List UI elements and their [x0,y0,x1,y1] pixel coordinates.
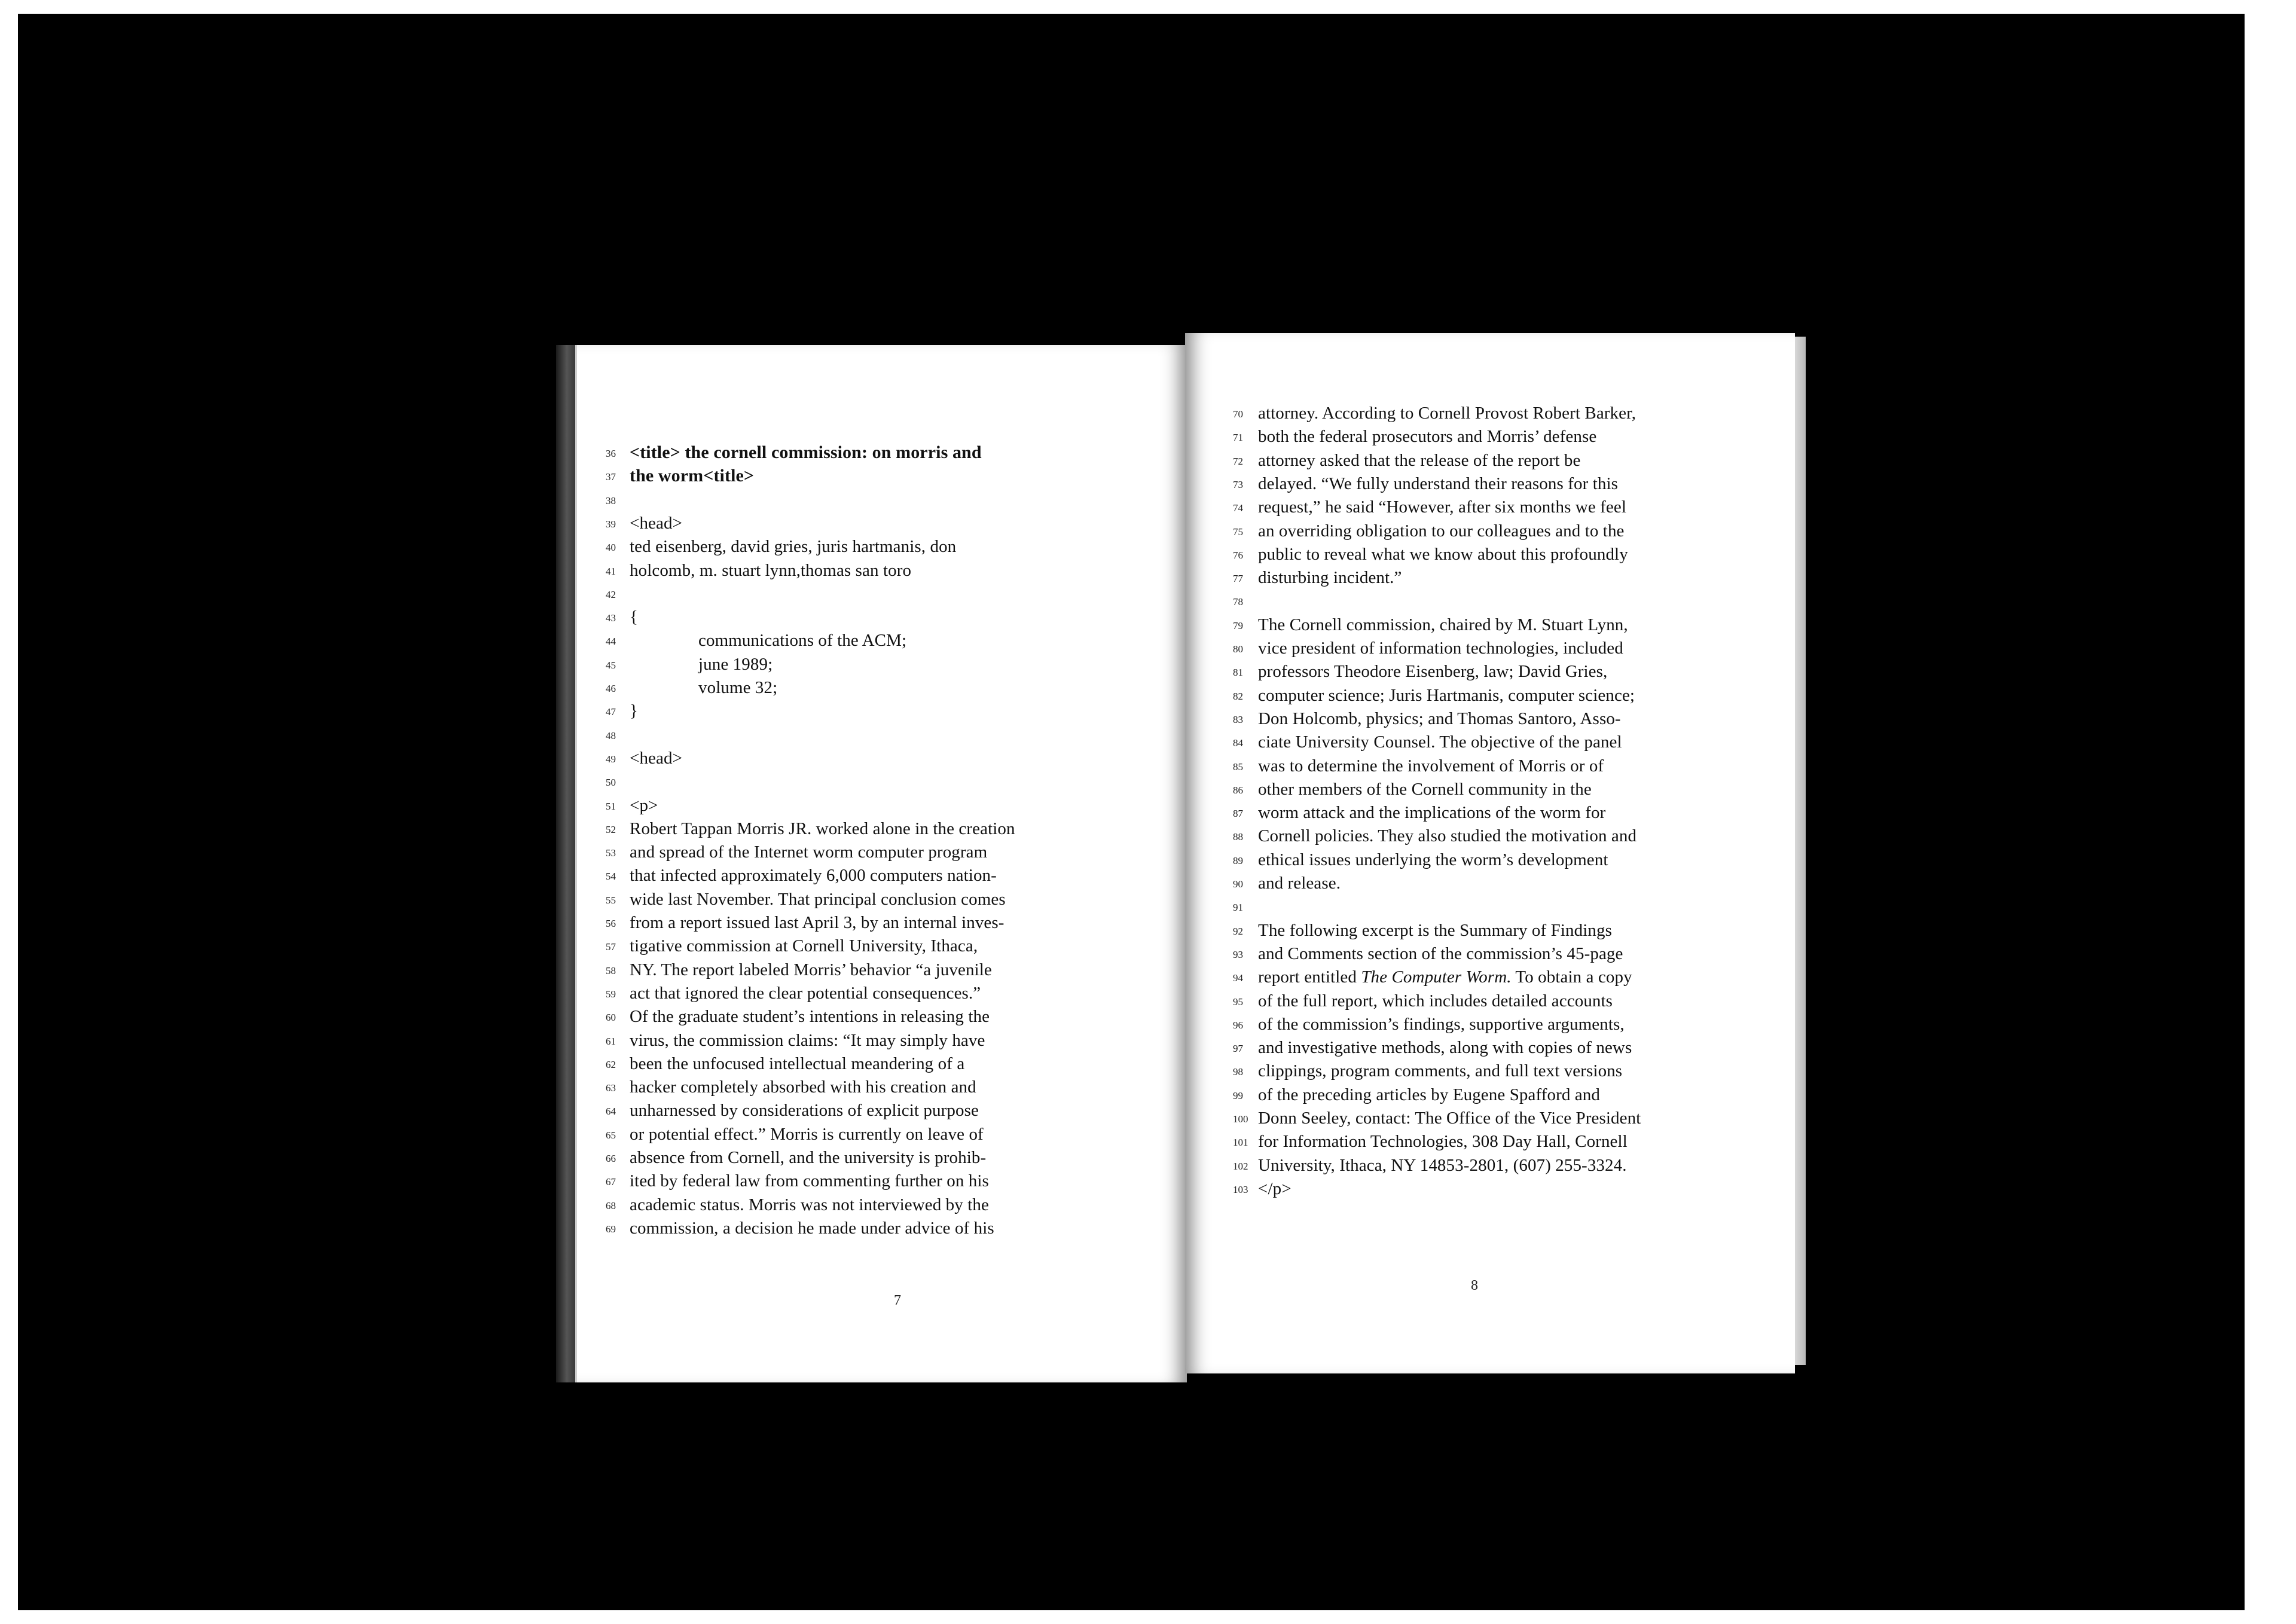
line-number: 91 [1233,902,1243,914]
line-text: both the federal prosecutors and Morris’ defense [1258,427,1597,447]
line-text [1258,965,1632,989]
text-line [577,1052,1187,1076]
line-text: worm attack and the implications of the worm for [1258,803,1606,823]
line-number: 98 [1233,1066,1243,1078]
line-number: 94 [1233,972,1243,984]
line-text: been the unfocused intellectual meandering of a [630,1054,965,1073]
line-number: 82 [1233,690,1243,702]
text-line [1185,730,1795,754]
text-line [1185,401,1795,425]
line-number: 61 [606,1035,616,1047]
line-text: Donn Seeley, contact: The Office of the Vice President [1258,1109,1641,1128]
text-line [577,511,1187,535]
line-text-part: To obtain a copy [1511,967,1632,987]
text-line [1185,1177,1795,1201]
line-text: Of the graduate student’s intentions in releasing the [630,1007,990,1027]
text-line [1185,801,1795,825]
line-text: The following excerpt is the Summary of Findings [1258,920,1612,940]
line-number: 53 [606,847,616,859]
line-text: and Comments section of the commission’s 45-page [1258,944,1623,963]
line-number: 52 [606,823,616,835]
line-text: and release. [1258,874,1341,893]
page-edge-right [1795,337,1806,1365]
line-text: unharnessed by considerations of explicit purpose [630,1101,979,1121]
line-number: 62 [606,1058,616,1070]
text-line [1185,1036,1795,1060]
text-line [1185,707,1795,731]
text-line [577,1005,1187,1028]
text-line [577,464,1187,488]
open-book [562,333,1806,1390]
line-number: 59 [606,988,616,1000]
line-text: academic status. Morris was not interviewed by the [630,1195,989,1214]
line-number: 65 [606,1129,616,1141]
left-page [575,345,1187,1382]
line-number: 77 [1233,573,1243,585]
line-text: or potential effect.” Morris is currently on leave of [630,1124,984,1144]
line-text: <head> [630,748,683,768]
line-text: <title> the cornell commission: on morris and [630,442,982,462]
line-text: ted eisenberg, david gries, juris hartmanis, don [630,537,957,557]
line-text: act that ignored the clear potential consequences.” [630,983,981,1003]
line-number: 101 [1233,1137,1248,1149]
line-text: ethical issues underlying the worm’s development [1258,850,1608,869]
text-line [577,746,1187,770]
text-line [577,817,1187,841]
line-number: 93 [1233,948,1243,960]
line-text: <head> [630,513,683,533]
text-line [1185,660,1795,683]
line-text: Cornell policies. They also studied the motivation and [1258,826,1637,846]
line-text: </p> [1258,1179,1292,1198]
line-number: 50 [606,777,616,789]
line-number: 47 [606,706,616,718]
line-text: tigative commission at Cornell University, Ithaca, [630,936,978,956]
line-text: absence from Cornell, and the university is prohib- [630,1148,987,1167]
line-text: <p> [630,795,658,815]
text-line [1185,848,1795,872]
line-text: an overriding obligation to our colleagues and to the [1258,521,1625,541]
text-line [1185,636,1795,660]
line-number: 80 [1233,643,1243,655]
line-number: 66 [606,1153,616,1164]
page-number-right: 8 [1471,1278,1478,1293]
text-line [1185,1130,1795,1153]
line-number: 75 [1233,526,1243,538]
line-text: Robert Tappan Morris JR. worked alone in the creation [630,819,1015,838]
line-text: and spread of the Internet worm computer program [630,842,988,862]
text-line [577,652,1187,676]
line-number: 86 [1233,784,1243,796]
line-number: 103 [1233,1183,1248,1195]
line-text: professors Theodore Eisenberg, law; David Gries, [1258,662,1608,682]
text-line [577,887,1187,911]
line-text: University, Ithaca, NY 14853-2801, (607) 255-3324. [1258,1155,1627,1175]
line-number: 48 [606,729,616,741]
line-number: 43 [606,612,616,624]
line-number: 38 [606,494,616,506]
line-number: 57 [606,941,616,953]
line-number: 39 [606,518,616,530]
text-line [577,911,1187,935]
text-line [1185,472,1795,496]
line-text: clippings, program comments, and full text versions [1258,1061,1623,1081]
text-line [577,676,1187,700]
line-text: The Cornell commission, chaired by M. Stuart Lynn, [1258,615,1628,634]
text-line [1185,683,1795,707]
line-text: communications of the ACM; [698,631,907,651]
text-line [1185,942,1795,966]
line-number: 56 [606,918,616,929]
line-text: that infected approximately 6,000 computers nation- [630,866,997,886]
line-number: 85 [1233,761,1243,773]
text-line [1185,824,1795,848]
line-number: 88 [1233,831,1243,843]
line-number: 102 [1233,1160,1248,1172]
line-number: 70 [1233,408,1243,420]
text-line [577,1122,1187,1146]
right-page [1185,333,1795,1373]
text-line [1185,566,1795,590]
line-number: 37 [606,471,616,483]
line-number: 40 [606,542,616,554]
line-number: 79 [1233,619,1243,631]
line-text: other members of the Cornell community in the [1258,779,1592,799]
line-number: 60 [606,1012,616,1024]
line-number: 76 [1233,549,1243,561]
line-number: 97 [1233,1043,1243,1055]
text-line [577,488,1187,512]
text-line [1185,613,1795,637]
scan-background [18,14,2245,1610]
line-number: 95 [1233,996,1243,1008]
line-number: 78 [1233,596,1243,608]
page-number-left: 7 [894,1293,901,1308]
text-line [577,1193,1187,1217]
line-text: Don Holcomb, physics; and Thomas Santoro, Asso- [1258,709,1621,728]
text-line [1185,777,1795,801]
line-number: 100 [1233,1113,1248,1125]
line-text: vice president of information technologies, included [1258,639,1623,658]
line-number: 55 [606,894,616,906]
text-line [1185,495,1795,519]
line-text: NY. The report labeled Morris’ behavior “a juvenile [630,960,992,979]
text-line [577,723,1187,747]
line-text: disturbing incident.” [1258,568,1402,588]
line-number: 99 [1233,1089,1243,1101]
text-line [1185,918,1795,942]
line-number: 84 [1233,737,1243,749]
line-text: request,” he said “However, after six months we feel [1258,497,1627,517]
text-line [577,1028,1187,1052]
text-line [577,699,1187,723]
line-number: 96 [1233,1019,1243,1031]
line-text: the worm<title> [630,466,755,486]
line-number: 45 [606,659,616,671]
line-text: volume 32; [698,678,778,697]
text-line [577,934,1187,958]
text-line [1185,1106,1795,1130]
text-line [577,582,1187,606]
text-line [577,1075,1187,1099]
text-line [1185,589,1795,613]
line-text: of the commission’s findings, supportive arguments, [1258,1014,1625,1034]
text-line [577,1098,1187,1122]
text-line [1185,965,1795,989]
line-number: 71 [1233,432,1243,444]
line-text: delayed. “We fully understand their reasons for this [1258,474,1619,493]
text-line [1185,542,1795,566]
text-line [577,605,1187,629]
line-number: 41 [606,565,616,577]
line-text: } [630,701,639,721]
line-text: was to determine the involvement of Morris or of [1258,756,1604,776]
line-text: attorney asked that the release of the report be [1258,450,1581,470]
text-line [577,958,1187,982]
text-line [1185,1153,1795,1177]
line-number: 64 [606,1106,616,1118]
line-number: 90 [1233,878,1243,890]
line-number: 36 [606,448,616,459]
line-text: { [630,608,639,627]
line-number: 44 [606,636,616,648]
line-text: june 1989; [698,654,773,674]
line-number: 81 [1233,667,1243,679]
text-line [1185,989,1795,1013]
line-text-part: report entitled [1258,967,1361,987]
line-number: 49 [606,753,616,765]
line-number: 54 [606,871,616,883]
line-text: public to reveal what we know about this profoundly [1258,544,1628,564]
text-line [577,981,1187,1005]
line-number: 83 [1233,713,1243,725]
text-line [1185,1059,1795,1083]
line-number: 73 [1233,478,1243,490]
text-line [577,863,1187,887]
line-number: 69 [606,1223,616,1235]
text-line [577,441,1187,465]
line-number: 72 [1233,455,1243,467]
text-line [577,770,1187,793]
book-title-italic: The Computer Worm. [1361,967,1512,987]
text-line [577,1146,1187,1170]
line-text: ited by federal law from commenting further on his [630,1171,989,1191]
text-line [1185,754,1795,778]
line-number: 46 [606,683,616,694]
text-line [1185,425,1795,448]
line-text: from a report issued last April 3, by an internal inves- [630,913,1004,932]
line-text: hacker completely absorbed with his creation and [630,1077,976,1097]
line-text: and investigative methods, along with copies of news [1258,1038,1632,1058]
line-text: attorney. According to Cornell Provost Robert Barker, [1258,404,1636,423]
line-number: 74 [1233,502,1243,514]
line-text: ciate University Counsel. The objective of the panel [1258,732,1622,752]
text-line [577,1216,1187,1240]
text-line [577,628,1187,652]
text-line [1185,1012,1795,1036]
line-text: commission, a decision he made under advice of his [630,1218,994,1238]
text-line [1185,895,1795,918]
text-line [1185,448,1795,472]
line-number: 58 [606,964,616,976]
text-line [577,558,1187,582]
line-text: for Information Technologies, 308 Day Hall, Cornell [1258,1132,1628,1152]
line-text: computer science; Juris Hartmanis, computer science; [1258,685,1635,705]
line-text: holcomb, m. stuart lynn,thomas san toro [630,560,912,580]
text-line [577,840,1187,864]
text-line [1185,519,1795,543]
text-line [577,1169,1187,1193]
line-text: of the preceding articles by Eugene Spafford and [1258,1085,1600,1104]
line-text: of the full report, which includes detailed accounts [1258,991,1613,1011]
text-line [577,793,1187,817]
text-line [1185,871,1795,895]
line-number: 67 [606,1176,616,1188]
line-number: 51 [606,800,616,812]
line-number: 92 [1233,925,1243,937]
line-number: 68 [606,1199,616,1211]
line-text: virus, the commission claims: “It may simply have [630,1030,985,1050]
text-line [1185,1083,1795,1107]
line-number: 87 [1233,808,1243,820]
text-line [577,535,1187,558]
line-number: 89 [1233,854,1243,866]
line-text: wide last November. That principal conclusion comes [630,889,1006,909]
line-number: 42 [606,588,616,600]
line-number: 63 [606,1082,616,1094]
